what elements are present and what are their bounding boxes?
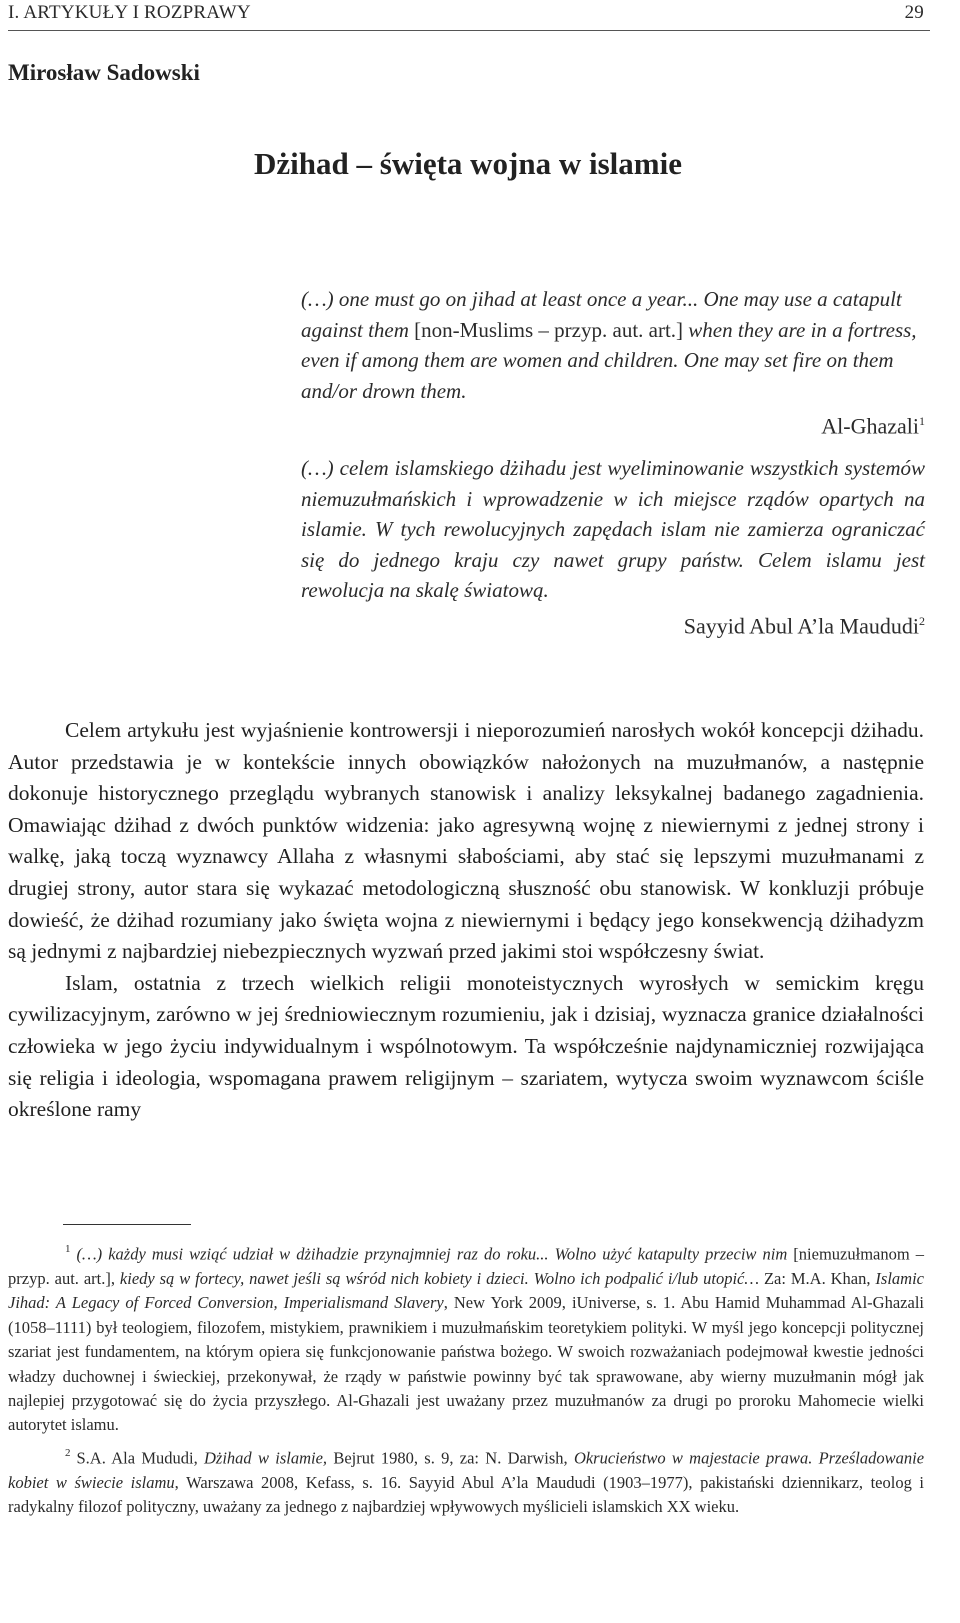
epigraph-quote-part-a: (…) one must go on jihad at least once a year... One may use a catapult against them [301,287,902,342]
epigraph-quote-part-b: when they are in a fortress, even if among them are women and children. One may set fire on them and/or drown them. [301,317,917,403]
footnote-text: S.A. Ala Mududi, [76,1448,204,1468]
footnote-number: 1 [65,1243,71,1255]
running-head [8,2,924,24]
author-name: Mirosław Sadowski [8,60,200,85]
footnote-rule [63,1224,191,1225]
running-head-section: I. ARTYKUŁY I ROZPRAWY [8,2,251,23]
footnote-number: 2 [65,1446,71,1459]
attribution-name: Sayyid Abul A’la Maududi [683,612,919,638]
article-title: Dżihad – święta wojna w islamie [254,146,682,181]
footnote-text: kiedy są w fortecy, nawet jeśli są wśród nich kobiety i dzieci. Wolno ich podpalić i/lub utopić… [119,1268,760,1288]
epigraph-attribution [301,406,925,442]
attribution-name: Al-Ghazali [821,413,919,439]
epigraph-quote: (…) celem islamskiego dżihadu jest wyeliminowanie wszystkich systemów niemuzułmańskich i wprowadzenie w ich miejsce rządów opartych na islamie. W tych rewolucyjnych zapędach islam nie zamierza ograniczać się do jednego kraju czy nawet grupy państw. Celem islamu jest rewolucja na skalę światową. [301,456,925,602]
footnote-2 [8,1442,924,1520]
body-paragraph: Islam, ostatnia z trzech wielkich religii monoteistycznych wyrosłych w semickim kręgu cywilizacyjnym, zarówno w jej średniowiecznym rozumieniu, jak i dzisiaj, wyznacza granice działalności człowieka w jego życiu indywidualnym i wspólnotowym. Ta współcześnie najdynamiczniej rozwijająca się religia i ideologia, wspomagana prawem religijnym – szariatem, wytycza swoim wyznawcom ściśle określone ramy [8,970,924,1122]
footnotes [8,1238,924,1523]
footnote-citation-title: Okrucieństwo w majestacie prawa. Prześladowanie kobiet w świecie islamu [8,1448,925,1492]
epigraph-maududi [301,453,925,641]
header-rule [8,30,930,31]
footnote-citation-title: Dżihad w islamie, [204,1448,328,1468]
footnote-text: [niemuzułmanom – przyp. aut. art.], [8,1244,924,1288]
footnote-1 [8,1238,924,1438]
footnote-citation-title: Islamic Jihad: A Legacy of Forced Conversion, Imperialismand Slavery [8,1268,924,1313]
epigraph-quote [301,284,925,406]
page-number: 29 [904,2,924,23]
footnote-reference[interactable]: 1 [919,414,925,428]
epigraph-insert: [non-Muslims – przyp. aut. art.] [414,317,684,342]
epigraph-ghazali [301,284,925,442]
epigraph-attribution [301,606,925,642]
footnote-text: Bejrut 1980, s. 9, za: N. Darwish, [327,1448,574,1468]
footnote-text: (…) każdy musi wziąć udział w dżihadzie przynajmniej raz do roku... Wolno użyć katapulty przeciw nim [76,1244,788,1264]
footnote-text: , New York 2009, iUniverse, s. 1. Abu Hamid Muhammad Al-Ghazali (1058–1111) był teologiem, filozofem, mistykiem, prawnikiem i muzułmańskim teoretykiem polityki. W myśl jego koncepcji politycznej szariat jest fundamentem, na którym opiera się funkcjonowanie państwa bożego. W swoich rozważaniach podejmował kwestie jedności władzy duchownej i świeckiej, przekonywał, że rządy w państwie powinny być tak sprawowane, aby wierny muzułmanin mógł jak najlepiej przygotować się do życia przyszłego. Al-Ghazali jest uważany przez muzułmanów za drugi po proroku Mahomecie wielki autorytet islamu. [8,1293,924,1435]
body-paragraph: Celem artykułu jest wyjaśnienie kontrowersji i nieporozumień narosłych wokół koncepcji dżihadu. Autor przedstawia je w kontekście innych obowiązków nałożonych na muzułmanów, a następnie dokonuje historycznego przeglądu wybranych stanowisk i analizy leksykalnej badanego zagadnienia. Omawiając dżihad z dwóch punktów widzenia: jako agresywną wojnę z niewiernymi z jednej strony i walkę, jaką toczą wyznawcy Allaha z własnymi słabościami, aby stać się lepszymi muzułmanami z drugiej strony, autor stara się wykazać metodologiczną słuszność obu stanowisk. W konkluzji próbuje dowieść, że dżihad rozumiany jako święta wojna z niewiernymi i będący jego konsekwencją dżihadyzm są jednymi z najbardziej niebezpiecznych wyzwań przed jakimi stoi współczesny świat. [8,718,924,964]
footnote-text: Za: M.A. Khan, [759,1268,876,1288]
footnote-text: , Warszawa 2008, Kefass, s. 16. Sayyid Abul A’la Maududi (1903–1977), pakistański dziennikarz, teolog i radykalny filozof polityczny, uważany za jednego z najbardziej wpływowych myślicieli islamskich XX wieku. [8,1472,924,1517]
body-text [8,715,924,1126]
footnote-reference[interactable]: 2 [919,613,925,628]
